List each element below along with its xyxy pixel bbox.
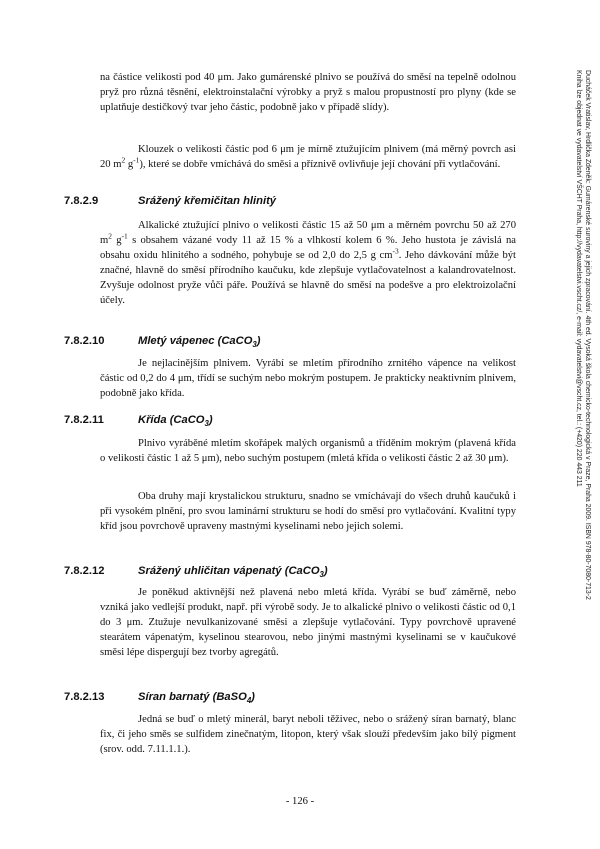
section-title: Srážený uhličitan vápenatý (CaCO$_3$)	[138, 565, 328, 580]
text-segment: Alkalické ztužující plnivo o velikosti částic 15 až 50 μm a měrném povrchu 50 až 270 m	[100, 220, 516, 246]
superscript: -1	[121, 231, 128, 241]
section-heading-7-8-2-9	[64, 195, 276, 207]
text-segment: g	[125, 159, 134, 170]
superscript: -3	[392, 246, 399, 256]
paragraph-mica-continuation: na částice velikosti pod 40 μm. Jako gumárenské plnivo se používá do směsí na tepelně odolnou pryž pro různá těsnění, elektroinstalační výrobky a pryž s malou propustností pro plyny (kde se uplatňuje destičkový tvar jeho částic, podobně jako v případě slídy).	[100, 72, 516, 113]
paragraph-talc	[100, 142, 516, 172]
section-number: 7.8.2.10	[64, 335, 105, 347]
section-heading-7-8-2-12	[64, 565, 328, 580]
purchase-info-line: Kniha lze objednat ve vydavatelství VŠCHT Praha, http://vydavatelstvi.vscht.cz/, e-mail: vydavatelstvi@vscht.cz, tel.: (+420) 220 443 211	[575, 70, 582, 487]
section-heading-7-8-2-13	[64, 691, 255, 706]
superscript: -1	[133, 155, 140, 165]
paragraph-chalk-2: Oba druhy mají krystalickou strukturu, snadno se vmíchávají do všech druhů kaučuků i při vysokém plnění, pro svou laminární strukturu se hodí do směsí pro vytlačování. Kvalitní typy kříd jsou povrchově upraveny mastnými kyselinami nebo jejich solemi.	[100, 491, 516, 532]
section-heading-7-8-2-10	[64, 335, 261, 350]
section-title: Srážený křemičitan hlinitý	[138, 195, 277, 207]
text-segment: . Jeho dávkování může být značné, hlavně do směsí přírodního kaučuku, kde zlepšuje vytlačovatelnost a kalandrovatelnost. Zvyšuje odolnost pryže vůči páře. Používá se hlavně do směsí na podešve a pro elektroizolační účely.	[100, 250, 516, 306]
section-number: 7.8.2.13	[64, 691, 105, 703]
page-number: - 126 -	[285, 796, 315, 807]
text-segment: s obsahem vázané vody 11 až 15 % a vlhkostí kolem 6 %. Jeho hustota je závislá na obsahu oxidu hlinitého a sodného, pohybuje se od 2,0 do 2,5 g cm	[100, 235, 517, 261]
superscript: 2	[108, 231, 112, 241]
text-segment: g	[111, 235, 122, 246]
superscript: 2	[121, 155, 126, 165]
paragraph-chalk-1: Plnivo vyráběné mletím skořápek malých organismů a tříděním mokrým (plavená křída o velikosti částic 1 až 5 μm), nebo suchým postupem (mletá křída o velikosti částic 2 až 30 μm).	[100, 438, 516, 464]
text-segment: Klouzek o velikosti částic pod 6 μm je mírně ztužujícím plnivem (má měrný povrch asi 20 m	[100, 144, 516, 170]
section-title: Síran barnatý (BaSO$_4$)	[138, 691, 255, 706]
paragraph-precipitated-calcium-carbonate: Je poněkud aktivnější než plavená nebo mletá křída. Vyrábí se buď záměrně, nebo vzniká jako vedlejší produkt, např. při výrobě sody. Je to alkalické plnivo o velikosti částic od 0,1 do 3 μm. Ztužuje nevulkanizované směsi a zlepšuje vytlačování. Typy povrchově upravené stearátem vápenatým, kyselinou stearovou, nebo jinými mastnými kyselinami se v kaučukové směsi lépe dispergují bez tvorby agregátů.	[100, 587, 516, 658]
paragraph-aluminium-silicate	[100, 218, 516, 308]
side-citation	[548, 70, 596, 750]
section-heading-7-8-2-11	[64, 414, 213, 429]
section-number: 7.8.2.9	[64, 195, 99, 207]
section-title: Mletý vápenec (CaCO$_3$)	[138, 335, 261, 350]
side-citation-text	[574, 70, 592, 750]
citation-line: Ducháček Vratislav, Hrdlička Zdeněk: Gumárenské suroviny a jejich zpracování. 4th ed. Vysoká škola chemicko-technologická v Praze, Praha 2009. ISBN 978-80-7080-713-2	[584, 70, 591, 600]
section-number: 7.8.2.12	[64, 565, 105, 577]
section-title: Křída (CaCO$_3$)	[138, 414, 213, 429]
text-segment: ), které se dobře vmíchává do směsi a příznivě ovlivňuje její chování při vytlačování.	[139, 159, 501, 170]
section-number: 7.8.2.11	[64, 414, 104, 426]
paragraph-barium-sulfate: Jedná se buď o mletý minerál, baryt neboli těživec, nebo o srážený síran barnatý, blanc fix, či jeho směs se sulfidem zinečnatým, litopon, který však slouží především jako bílý pigment (srov. odd. 7.11.1.1.).	[100, 714, 516, 755]
paragraph-ground-limestone: Je nejlacinějším plnivem. Vyrábí se mletím přírodního zrnitého vápence na velikost částic od 0,2 do 4 μm, třídí se suchým nebo mokrým postupem. Je prakticky neaktivním plnivem, podobně jako křída.	[100, 358, 516, 399]
